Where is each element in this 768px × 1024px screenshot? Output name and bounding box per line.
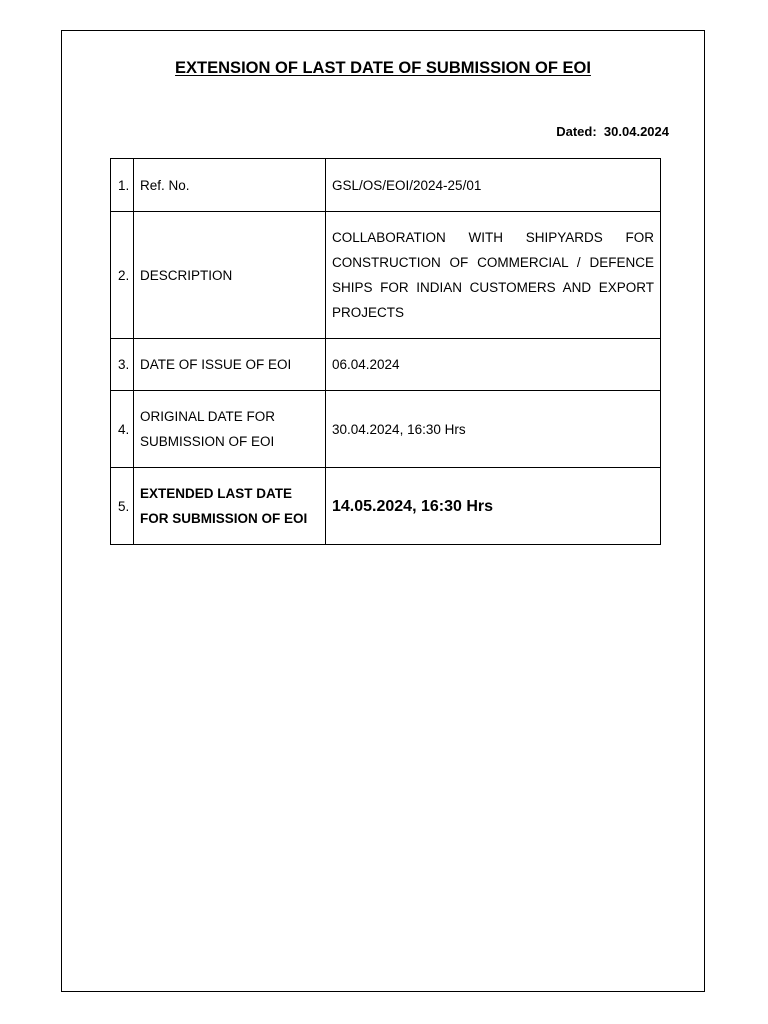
table-row (111, 212, 661, 339)
row-number: 2. (111, 212, 134, 339)
row-label: Ref. No. (134, 159, 326, 212)
row-number: 1. (111, 159, 134, 212)
dated-label: Dated: (556, 124, 597, 139)
eoi-details-table (110, 158, 661, 545)
row-number: 4. (111, 391, 134, 468)
document-title: EXTENSION OF LAST DATE OF SUBMISSION OF EOI (175, 59, 591, 77)
table-row (111, 339, 661, 391)
row-value: 14.05.2024, 16:30 Hrs (326, 468, 661, 545)
row-value: GSL/OS/EOI/2024-25/01 (326, 159, 661, 212)
row-number: 3. (111, 339, 134, 391)
row-label: DESCRIPTION (134, 212, 326, 339)
dated-line (556, 124, 669, 139)
table-row (111, 159, 661, 212)
table-row (111, 391, 661, 468)
table-row (111, 468, 661, 545)
row-value: COLLABORATION WITH SHIPYARDS FOR CONSTRUCTION OF COMMERCIAL / DEFENCE SHIPS FOR INDIAN CUSTOMERS AND EXPORT PROJECTS (326, 212, 661, 339)
row-label: DATE OF ISSUE OF EOI (134, 339, 326, 391)
dated-value: 30.04.2024 (603, 124, 669, 139)
row-label: ORIGINAL DATE FOR SUBMISSION OF EOI (134, 391, 326, 468)
row-number: 5. (111, 468, 134, 545)
row-label: EXTENDED LAST DATE FOR SUBMISSION OF EOI (134, 468, 326, 545)
row-value: 30.04.2024, 16:30 Hrs (326, 391, 661, 468)
row-value: 06.04.2024 (326, 339, 661, 391)
